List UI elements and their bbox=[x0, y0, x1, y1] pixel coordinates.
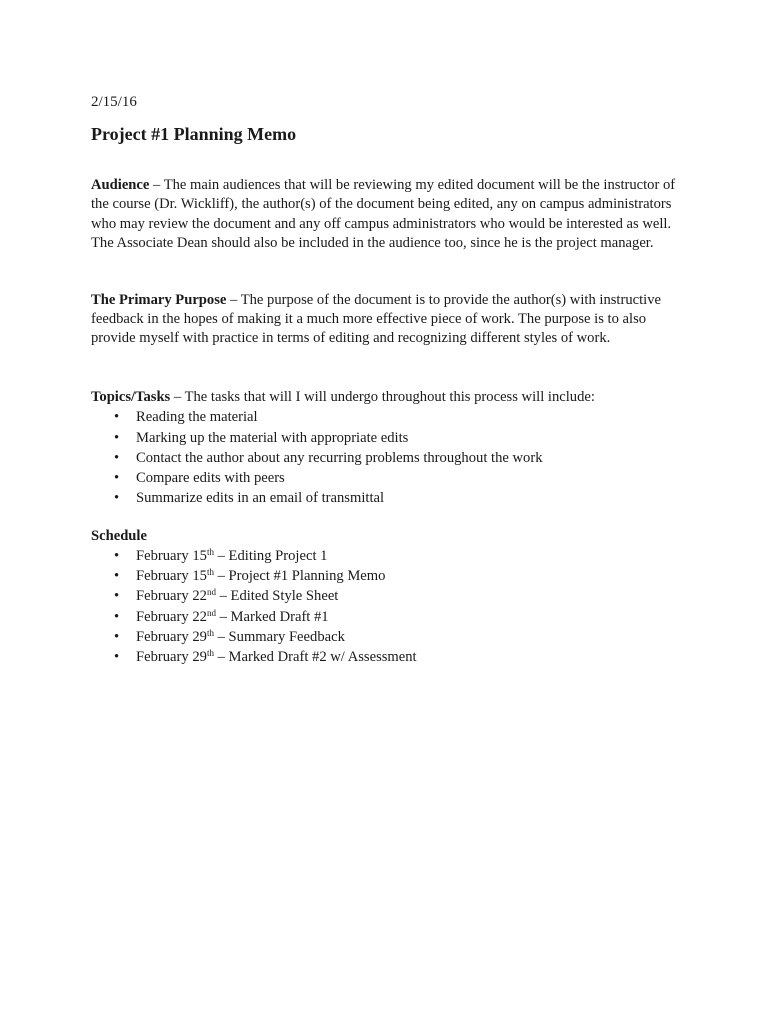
schedule-desc: – Marked Draft #2 w/ Assessment bbox=[213, 649, 417, 666]
memo-content bbox=[91, 92, 691, 668]
bullet-icon: • bbox=[114, 470, 120, 487]
purpose-paragraph bbox=[91, 291, 691, 349]
schedule-date: February 22 bbox=[136, 588, 207, 605]
date-suffix: th bbox=[206, 546, 214, 557]
audience-paragraph bbox=[91, 176, 691, 254]
list-item bbox=[91, 607, 691, 627]
date-suffix: th bbox=[206, 648, 214, 659]
task-text: Summarize edits in an email of transmittal bbox=[136, 490, 385, 507]
schedule-date: February 15 bbox=[136, 547, 207, 564]
bullet-icon: • bbox=[114, 608, 120, 625]
audience-label: Audience bbox=[91, 177, 150, 193]
schedule-heading: Schedule bbox=[91, 527, 147, 544]
schedule-desc: – Edited Style Sheet bbox=[215, 588, 339, 605]
topics-text: – The tasks that will I will undergo throughout this process will include: bbox=[170, 388, 595, 405]
schedule-list bbox=[91, 546, 691, 668]
list-item bbox=[91, 647, 691, 667]
date-suffix: nd bbox=[206, 607, 216, 618]
date-suffix: th bbox=[206, 567, 214, 578]
audience-text: – The main audiences that will be reviewing my edited document will be the instructor of the course (Dr. Wickliff), the author(s) of the document being edited, any on campus administrators who may review the document and any off campus administrators who would be interested as well. The Associate Dean should also be included in the audience too, since he is the project manager. bbox=[91, 177, 676, 252]
task-text: Contact the author about any recurring problems throughout the work bbox=[136, 449, 543, 466]
list-item bbox=[91, 586, 691, 606]
list-item bbox=[91, 448, 691, 468]
bullet-icon: • bbox=[114, 547, 120, 564]
schedule-date: February 29 bbox=[136, 649, 207, 666]
tasks-list bbox=[91, 407, 691, 508]
date-suffix: nd bbox=[206, 587, 216, 598]
bullet-icon: • bbox=[114, 628, 120, 645]
schedule-date: February 29 bbox=[136, 628, 207, 645]
list-item bbox=[91, 546, 691, 566]
schedule-desc: – Marked Draft #1 bbox=[215, 608, 329, 625]
bullet-icon: • bbox=[114, 568, 120, 585]
task-text: Compare edits with peers bbox=[136, 470, 285, 487]
bullet-icon: • bbox=[114, 429, 120, 446]
bullet-icon: • bbox=[114, 409, 120, 426]
task-text: Marking up the material with appropriate edits bbox=[136, 429, 409, 446]
topics-paragraph bbox=[91, 388, 691, 407]
list-item bbox=[91, 488, 691, 508]
purpose-text: – The purpose of the document is to provide the author(s) with instructive feedback in the hopes of making it a much more effective piece of work. The purpose is to also provide myself with practice in terms of editing and recognizing different styles of work. bbox=[91, 291, 662, 347]
bullet-icon: • bbox=[114, 588, 120, 605]
topics-label: Topics/Tasks bbox=[91, 388, 171, 405]
date-suffix: th bbox=[206, 627, 214, 638]
schedule-desc: – Summary Feedback bbox=[213, 628, 345, 645]
bullet-icon: • bbox=[114, 649, 120, 666]
schedule-date: February 22 bbox=[136, 608, 207, 625]
list-item bbox=[91, 468, 691, 488]
schedule-desc: – Editing Project 1 bbox=[213, 547, 328, 564]
list-item bbox=[91, 407, 691, 427]
memo-date: 2/15/16 bbox=[91, 94, 137, 110]
task-text: Reading the material bbox=[136, 409, 258, 426]
bullet-icon: • bbox=[114, 490, 120, 507]
memo-title: Project #1 Planning Memo bbox=[91, 124, 297, 144]
list-item bbox=[91, 428, 691, 448]
list-item bbox=[91, 566, 691, 586]
list-item bbox=[91, 627, 691, 647]
purpose-label: The Primary Purpose bbox=[91, 291, 227, 308]
schedule-date: February 15 bbox=[136, 568, 207, 585]
bullet-icon: • bbox=[114, 449, 120, 466]
schedule-desc: – Project #1 Planning Memo bbox=[213, 568, 386, 585]
